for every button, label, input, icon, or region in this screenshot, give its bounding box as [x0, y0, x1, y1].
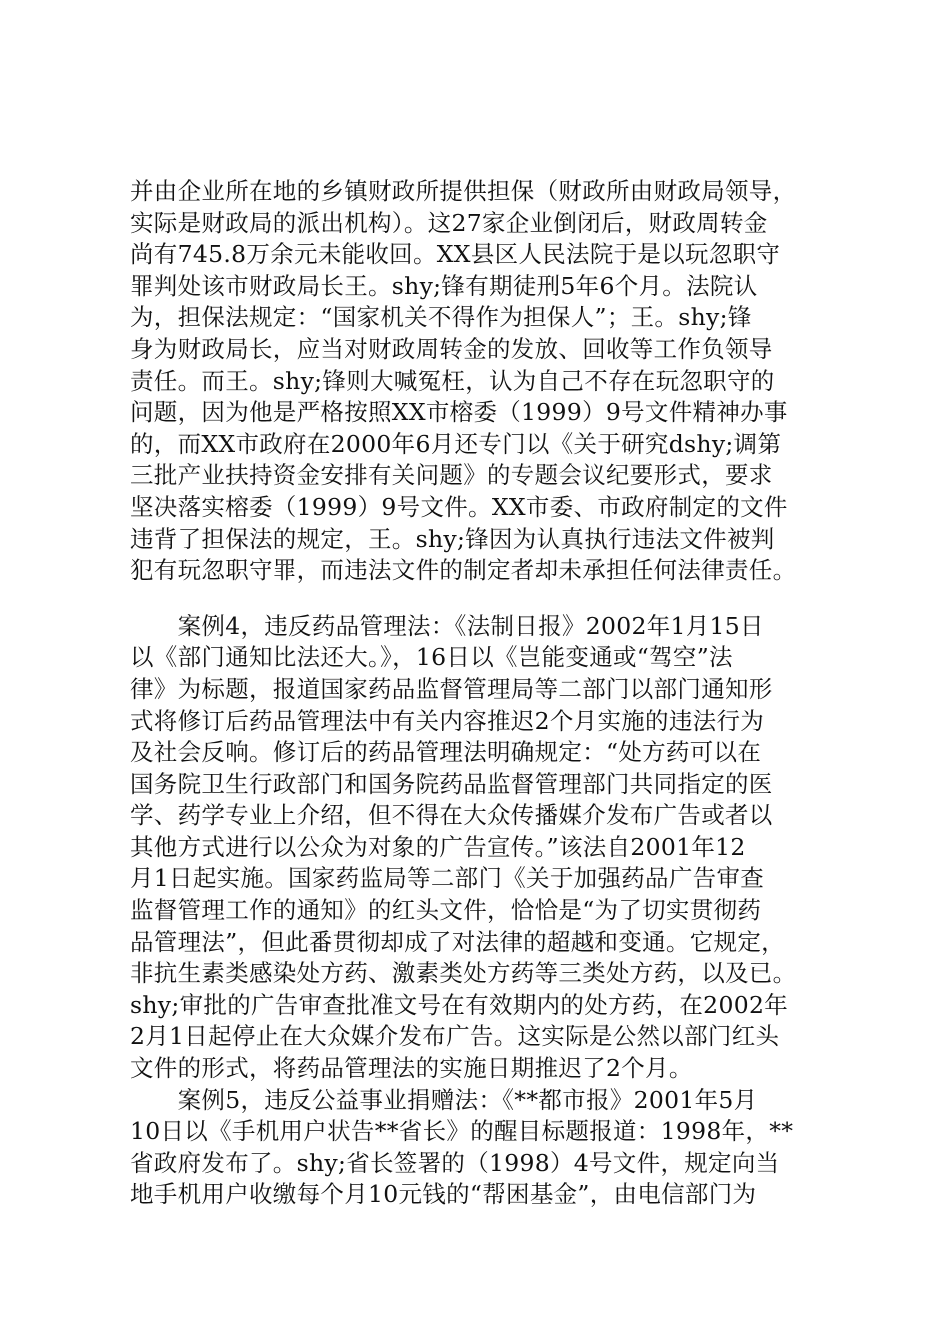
text-line: 为，担保法规定：“国家机关不得作为担保人”；王。shy;锋 — [130, 303, 752, 332]
text-line: 文件的形式，将药品管理法的实施日期推迟了2个月。 — [130, 1054, 693, 1083]
text-line: 以《部门通知比法还大。》，16日以《岂能变通或“驾空”法 — [130, 643, 733, 672]
text-line: 案例4，违反药品管理法：《法制日报》2002年1月15日 — [130, 611, 764, 640]
text-line: 违背了担保法的规定，王。shy;锋因为认真执行违法文件被判 — [130, 524, 775, 553]
text-line: 国务院卫生行政部门和国务院药品监督管理部门共同指定的医 — [130, 769, 773, 798]
text-line: 其他方式进行以公众为对象的广告宣传。”该法自2001年12 — [130, 832, 746, 861]
text-line: 2月1日起停止在大众媒介发布广告。这实际是公然以部门红头 — [130, 1022, 780, 1051]
text-line: 案例5，违反公益事业捐赠法：《**都市报》2001年5月 — [130, 1085, 758, 1114]
text-line: 学、药学专业上介绍，但不得在大众传播媒介发布广告或者以 — [130, 801, 773, 830]
text-line: 问题，因为他是严格按照XX市榕委（1999）9号文件精神办事 — [130, 398, 788, 427]
text-line: 身为财政局长，应当对财政周转金的发放、回收等工作负领导 — [130, 334, 773, 363]
text-line: 10日以《手机用户状告**省长》的醒目标题报道：1998年，** — [130, 1117, 794, 1146]
text-line: 三批产业扶持资金安排有关问题》的专题会议纪要形式，要求 — [130, 461, 773, 490]
text-line: 坚决落实榕委（1999）9号文件。XX市委、市政府制定的文件 — [130, 492, 788, 521]
text-line: 的，而XX市政府在2000年6月还专门以《关于研究dshy;调第 — [130, 429, 782, 458]
document-body — [130, 176, 850, 1211]
text-line: 并由企业所在地的乡镇财政所提供担保（财政所由财政局领导， — [130, 177, 797, 205]
text-line: 月1日起实施。国家药监局等二部门《关于加强药品广告审查 — [130, 864, 765, 893]
text-line: 品管理法”，但此番贯彻却成了对法律的超越和变通。它规定， — [130, 927, 785, 956]
text-line: 犯有玩忽职守罪，而违法文件的制定者却未承担任何法律责任。 — [130, 556, 797, 585]
text-line: 实际是财政局的派出机构）。这27家企业倒闭后，财政周转金 — [130, 208, 768, 237]
paragraph-1 — [130, 176, 850, 587]
paragraph-2 — [130, 611, 850, 1085]
text-line: 及社会反响。修订后的药品管理法明确规定：“处方药可以在 — [130, 738, 762, 767]
text-line: 罪判处该市财政局长王。shy;锋有期徒刑5年6个月。法院认 — [130, 271, 758, 300]
paragraph-3 — [130, 1085, 850, 1211]
text-line: 省政府发布了。shy;省长签署的（1998）4号文件，规定向当 — [130, 1148, 780, 1177]
text-line: 律》为标题，报道国家药品监督管理局等二部门以部门通知形 — [130, 674, 773, 703]
text-line: 非抗生素类感染处方药、激素类处方药等三类处方药，以及已。 — [130, 959, 797, 988]
text-line: 尚有745.8万余元未能收回。XX县区人民法院于是以玩忽职守 — [130, 240, 781, 269]
text-line: 监督管理工作的通知》的红头文件，恰恰是“为了切实贯彻药 — [130, 896, 762, 925]
text-line: shy;审批的广告审查批准文号在有效期内的处方药，在2002年 — [130, 990, 788, 1019]
text-line: 地手机用户收缴每个月10元钱的“帮困基金”，由电信部门为 — [130, 1180, 757, 1209]
text-line: 式将修订后药品管理法中有关内容推迟2个月实施的违法行为 — [130, 706, 765, 735]
text-line: 责任。而王。shy;锋则大喊冤枉，认为自己不存在玩忽职守的 — [130, 366, 775, 395]
paragraph-gap — [130, 587, 850, 611]
